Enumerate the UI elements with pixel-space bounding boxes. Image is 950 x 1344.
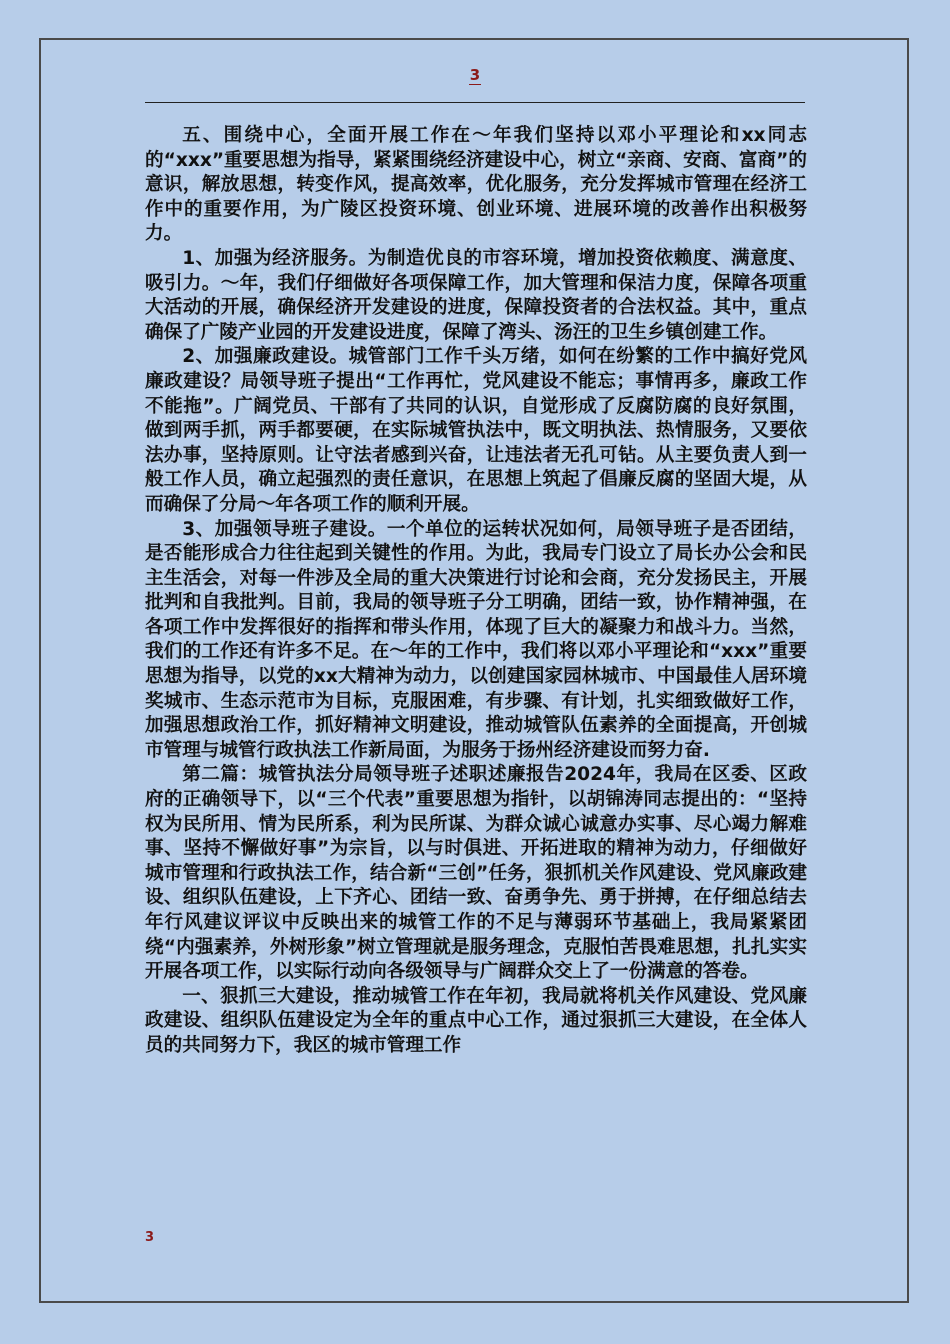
paragraph: 第二篇：城管执法分局领导班子述职述廉报告2024年，我局在区委、区政府的正确领导下，以“三个代表”重要思想为指针，以胡锦涛同志提出的：“坚持权为民所用、情为民所系，利为民所谋、为群众诚心诚意办实事、尽心竭力解难事、坚持不懈做好事”为宗旨，以与时俱进、开拓进取的精神为动力，仔细做好城市管理和行政执法工作，结合新“三创”任务，狠抓机关作风建设、党风廉政建设、组织队伍建设，上下齐心、团结一致、奋勇争先、勇于拼搏，在仔细总结去年行风建议评议中反映出来的城管工作的不足与薄弱环节基础上，我局紧紧团绕“内强素养，外树形象”树立管理就是服务理念，克服怕苦畏难思想，扎扎实实开展各项工作，以实际行动向各级领导与广阔群众交上了一份满意的答卷。 — [145, 764, 807, 983]
footer-page-number: 3 — [145, 1230, 155, 1245]
header-page-number — [0, 66, 950, 84]
paragraph: 2、加强廉政建设。城管部门工作千头万绪，如何在纷繁的工作中搞好党风廉政建设？局领导班子提出“工作再忙，党风建设不能忘；事情再多，廉政工作不能拖”。广阔党员、干部有了共同的认识，自觉形成了反腐防腐的良好氛围，做到两手抓，两手都要硬，在实际城管执法中，既文明执法、热情服务，又要依法办事，坚持原则。让守法者感到兴奋，让违法者无孔可钻。从主要负责人到一般工作人员，确立起强烈的责任意识，在思想上筑起了倡廉反腐的坚固大堤，从而确保了分局～年各项工作的顺利开展。 — [145, 346, 807, 515]
paragraph: 3、加强领导班子建设。一个单位的运转状况如何，局领导班子是否团结，是否能形成合力往往起到关键性的作用。为此，我局专门设立了局长办公会和民主生活会，对每一件涉及全局的重大决策进行讨论和会商，充分发扬民主，开展批判和自我批判。目前，我局的领导班子分工明确，团结一致，协作精神强，在各项工作中发挥很好的指挥和带头作用，体现了巨大的凝聚力和战斗力。当然，我们的工作还有许多不足。在～年的工作中，我们将以邓小平理论和“xxx”重要思想为指导，以党的xx大精神为动力，以创建国家园林城市、中国最佳人居环境奖城市、生态示范市为目标，克服困难，有步骤、有计划，扎实细致做好工作，加强思想政治工作，抓好精神文明建设，推动城管队伍素养的全面提高，开创城市管理与城管行政执法工作新局面，为服务于扬州经济建设而努力奋. — [145, 518, 807, 761]
header-page-number-text: 3 — [469, 66, 481, 84]
paragraph: 一、狠抓三大建设，推动城管工作在年初，我局就将机关作风建设、党风廉政建设、组织队伍建设定为全年的重点中心工作，通过狠抓三大建设，在全体人员的共同努力下，我区的城市管理工作 — [145, 985, 807, 1056]
paragraph: 1、加强为经济服务。为制造优良的市容环境，增加投资依赖度、满意度、吸引力。～年，我们仔细做好各项保障工作，加大管理和保洁力度，保障各项重大活动的开展，确保经济开发建设的进度，保障投资者的合法权益。其中，重点确保了广陵产业园的开发建设进度，保障了湾头、汤汪的卫生乡镇创建工作。 — [145, 247, 807, 343]
header-divider — [145, 102, 805, 103]
document-body — [145, 124, 807, 1059]
paragraph: 五、围绕中心，全面开展工作在～年我们坚持以邓小平理论和xx同志的“xxx”重要思想为指导，紧紧围绕经济建设中心，树立“亲商、安商、富商”的意识，解放思想，转变作风，提高效率，优化服务，充分发挥城市管理在经济工作中的重要作用，为广陵区投资环境、创业环境、进展环境的改善作出积极努力。 — [145, 125, 807, 245]
